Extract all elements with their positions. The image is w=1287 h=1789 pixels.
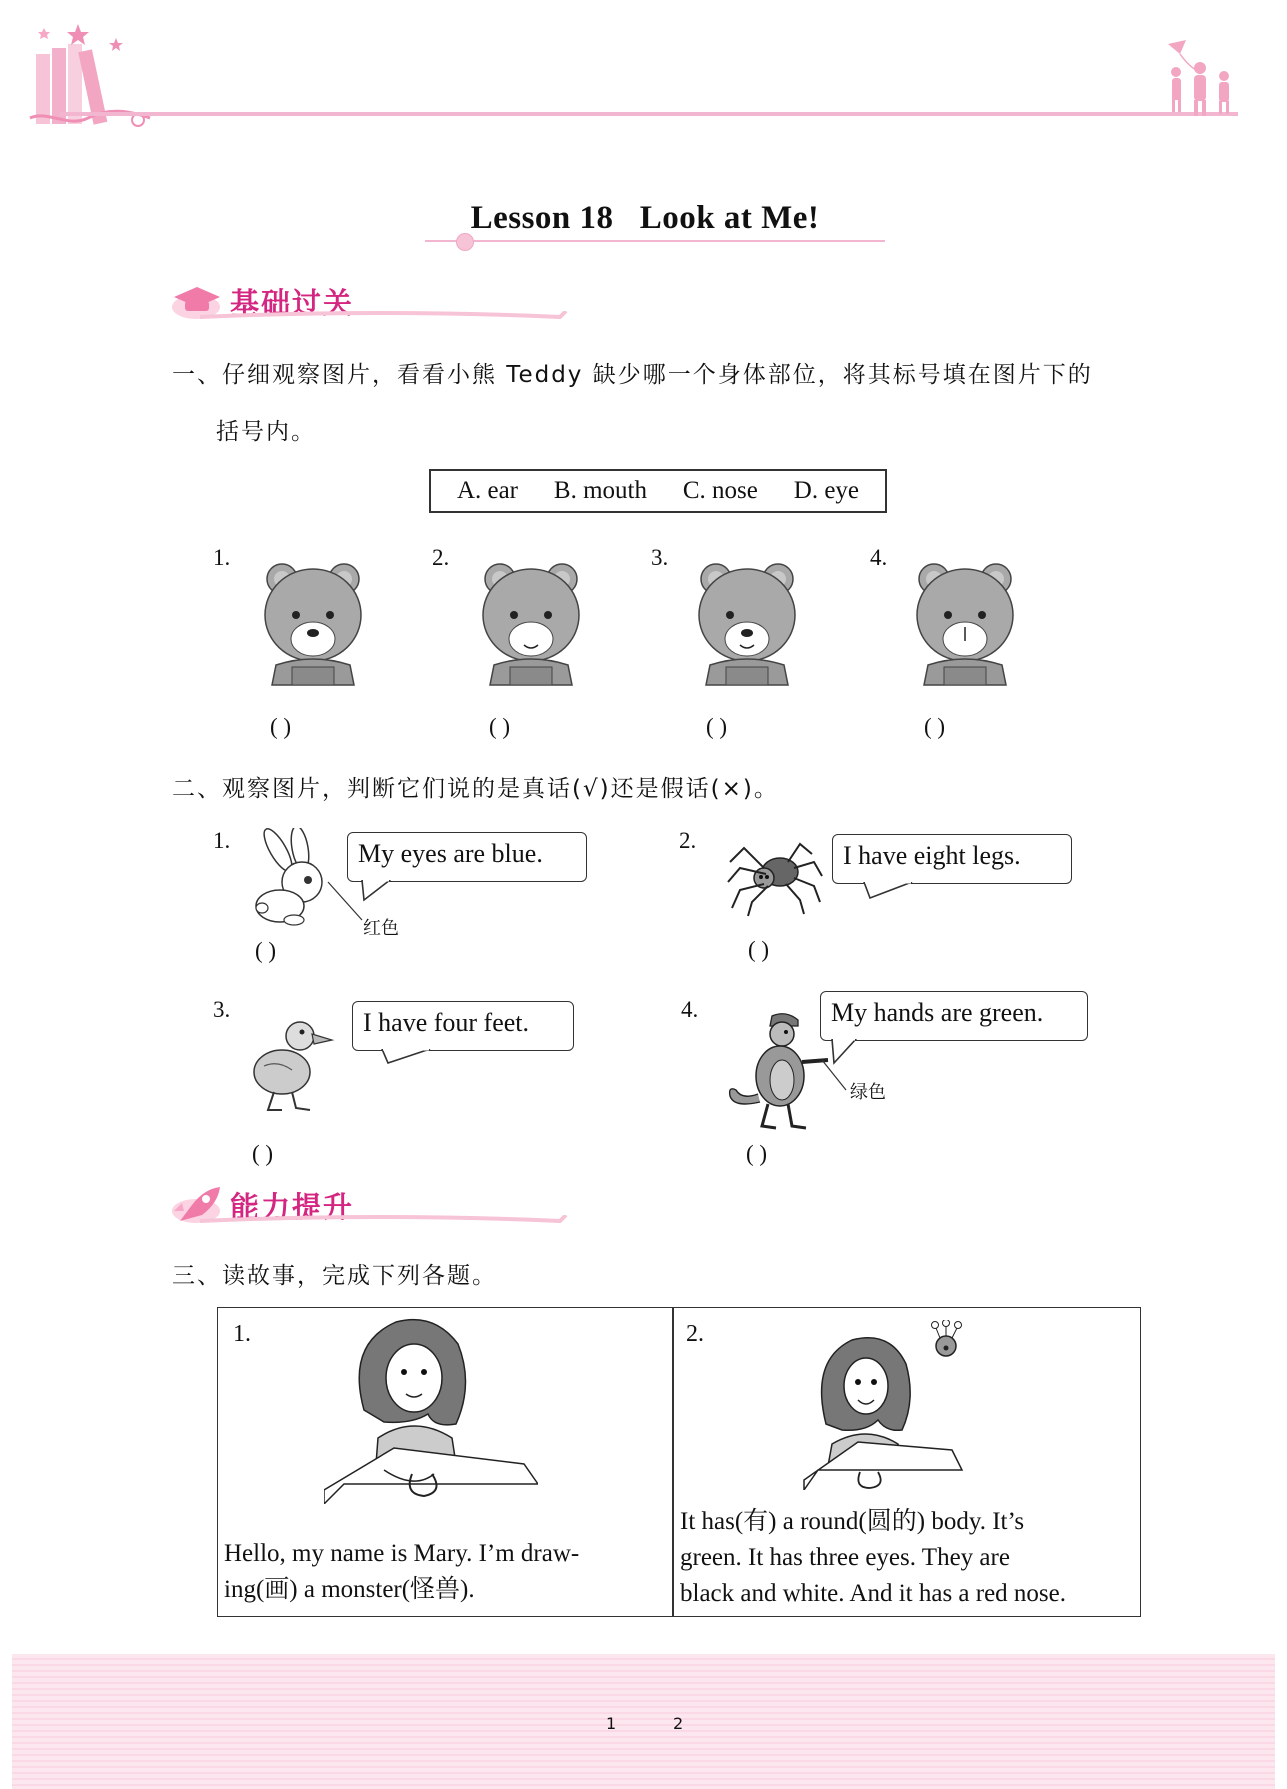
exercise1-item3-answer[interactable]: ( ): [706, 714, 728, 739]
exercise2-instruction: 二、观察图片，判断它们说的是真话(√)还是假话(×)。: [172, 776, 779, 802]
page-number-right: 2: [673, 1714, 684, 1733]
speech-bubble-1-tail: [360, 880, 410, 902]
exercise2-item1-number: 1.: [213, 828, 231, 853]
note-red: 红色: [363, 918, 399, 939]
option-a: A. ear: [456, 477, 519, 504]
mary-thinking-monster-image: [802, 1320, 968, 1490]
duck-image: [252, 1016, 338, 1116]
exercise3-instruction: 三、读故事，完成下列各题。: [172, 1263, 497, 1289]
exercise1-options-box: [429, 469, 887, 513]
note-green: 绿色: [850, 1082, 886, 1103]
exercise2-item3-number: 3.: [213, 997, 231, 1022]
lesson-title: [420, 200, 870, 237]
rabbit-eye-pointer-line: [326, 880, 366, 930]
story-panel1-line2: ing(画) a monster(怪兽).: [224, 1576, 475, 1603]
bear-image-4: [910, 553, 1020, 688]
mary-drawing-image: [324, 1314, 538, 1504]
story-panel2-line3: black and white. And it has a red nose.: [680, 1580, 1067, 1607]
speech-text-1: My eyes are blue.: [358, 839, 543, 868]
story-panel1-text: [224, 1536, 664, 1608]
section-label-basic: 基础过关: [230, 286, 355, 320]
bear-image-3: [692, 553, 802, 688]
story-table-divider: [672, 1307, 674, 1617]
speech-text-2: I have eight legs.: [843, 841, 1021, 870]
exercise1-item3-number: 3.: [651, 545, 669, 570]
lesson-number: Lesson 18: [470, 200, 614, 236]
header-rule: [60, 112, 1238, 116]
exercise2-item4-answer[interactable]: ( ): [746, 1141, 768, 1166]
story-panel2-line2: green. It has three eyes. They are: [680, 1544, 1010, 1571]
exercise2-item1-answer[interactable]: ( ): [255, 938, 277, 963]
bear-image-1: [258, 553, 368, 688]
story-panel2-line1: It has(有) a round(圆的) body. It’s: [680, 1508, 1025, 1535]
story-panel2-number: 2.: [686, 1321, 704, 1347]
dinosaur-image: [724, 1010, 834, 1134]
section-label-advanced: 能力提升: [230, 1190, 355, 1224]
footer-band: [12, 1654, 1275, 1789]
option-d: D. eye: [793, 477, 860, 504]
exercise1-item4-number: 4.: [870, 545, 888, 570]
speech-bubble-3: [352, 1001, 574, 1051]
story-panel2-text: [680, 1504, 1130, 1612]
banner-swoosh: [200, 1215, 570, 1227]
exercise1-item1-number: 1.: [213, 545, 231, 570]
speech-bubble-2: [832, 834, 1072, 884]
story-panel1-number: 1.: [233, 1321, 251, 1347]
speech-bubble-2-tail: [862, 882, 922, 902]
banner-swoosh: [200, 311, 570, 323]
page-number-left: 1: [606, 1714, 617, 1733]
exercise2-item3-answer[interactable]: ( ): [252, 1141, 274, 1166]
speech-bubble-1: [347, 832, 587, 882]
title-underline-dot: [456, 233, 474, 251]
exercise1-item1-answer[interactable]: ( ): [270, 714, 292, 739]
speech-text-3: I have four feet.: [363, 1008, 530, 1037]
exercise1-item2-answer[interactable]: ( ): [489, 714, 511, 739]
speech-text-4: My hands are green.: [831, 998, 1044, 1027]
exercise1-instruction-line2: 括号内。: [216, 419, 316, 445]
spider-image: [724, 838, 824, 918]
exercise1-instruction-line1: 一、仔细观察图片，看看小熊 Teddy 缺少哪一个身体部位，将其标号填在图片下的: [172, 362, 1093, 388]
header-books-logo: [28, 18, 153, 136]
exercise1-item2-number: 2.: [432, 545, 450, 570]
option-b: B. mouth: [553, 477, 647, 504]
bear-image-2: [476, 553, 586, 688]
speech-bubble-3-tail: [380, 1049, 440, 1067]
speech-bubble-4: [820, 991, 1088, 1041]
exercise2-item4-number: 4.: [681, 997, 699, 1022]
exercise2-item2-answer[interactable]: ( ): [748, 937, 770, 962]
story-panel1-line1: Hello, my name is Mary. I’m draw-: [224, 1540, 580, 1567]
section-banner-basic: [170, 277, 580, 323]
header-kids-kite-illustration: [1160, 38, 1244, 120]
section-banner-advanced: [170, 1181, 580, 1227]
dinosaur-hand-pointer-line: [820, 1058, 850, 1094]
lesson-name: Look at Me!: [639, 200, 820, 236]
exercise2-item2-number: 2.: [679, 828, 697, 853]
title-underline: [425, 240, 885, 242]
exercise1-item4-answer[interactable]: ( ): [924, 714, 946, 739]
option-c: C. nose: [682, 477, 758, 504]
